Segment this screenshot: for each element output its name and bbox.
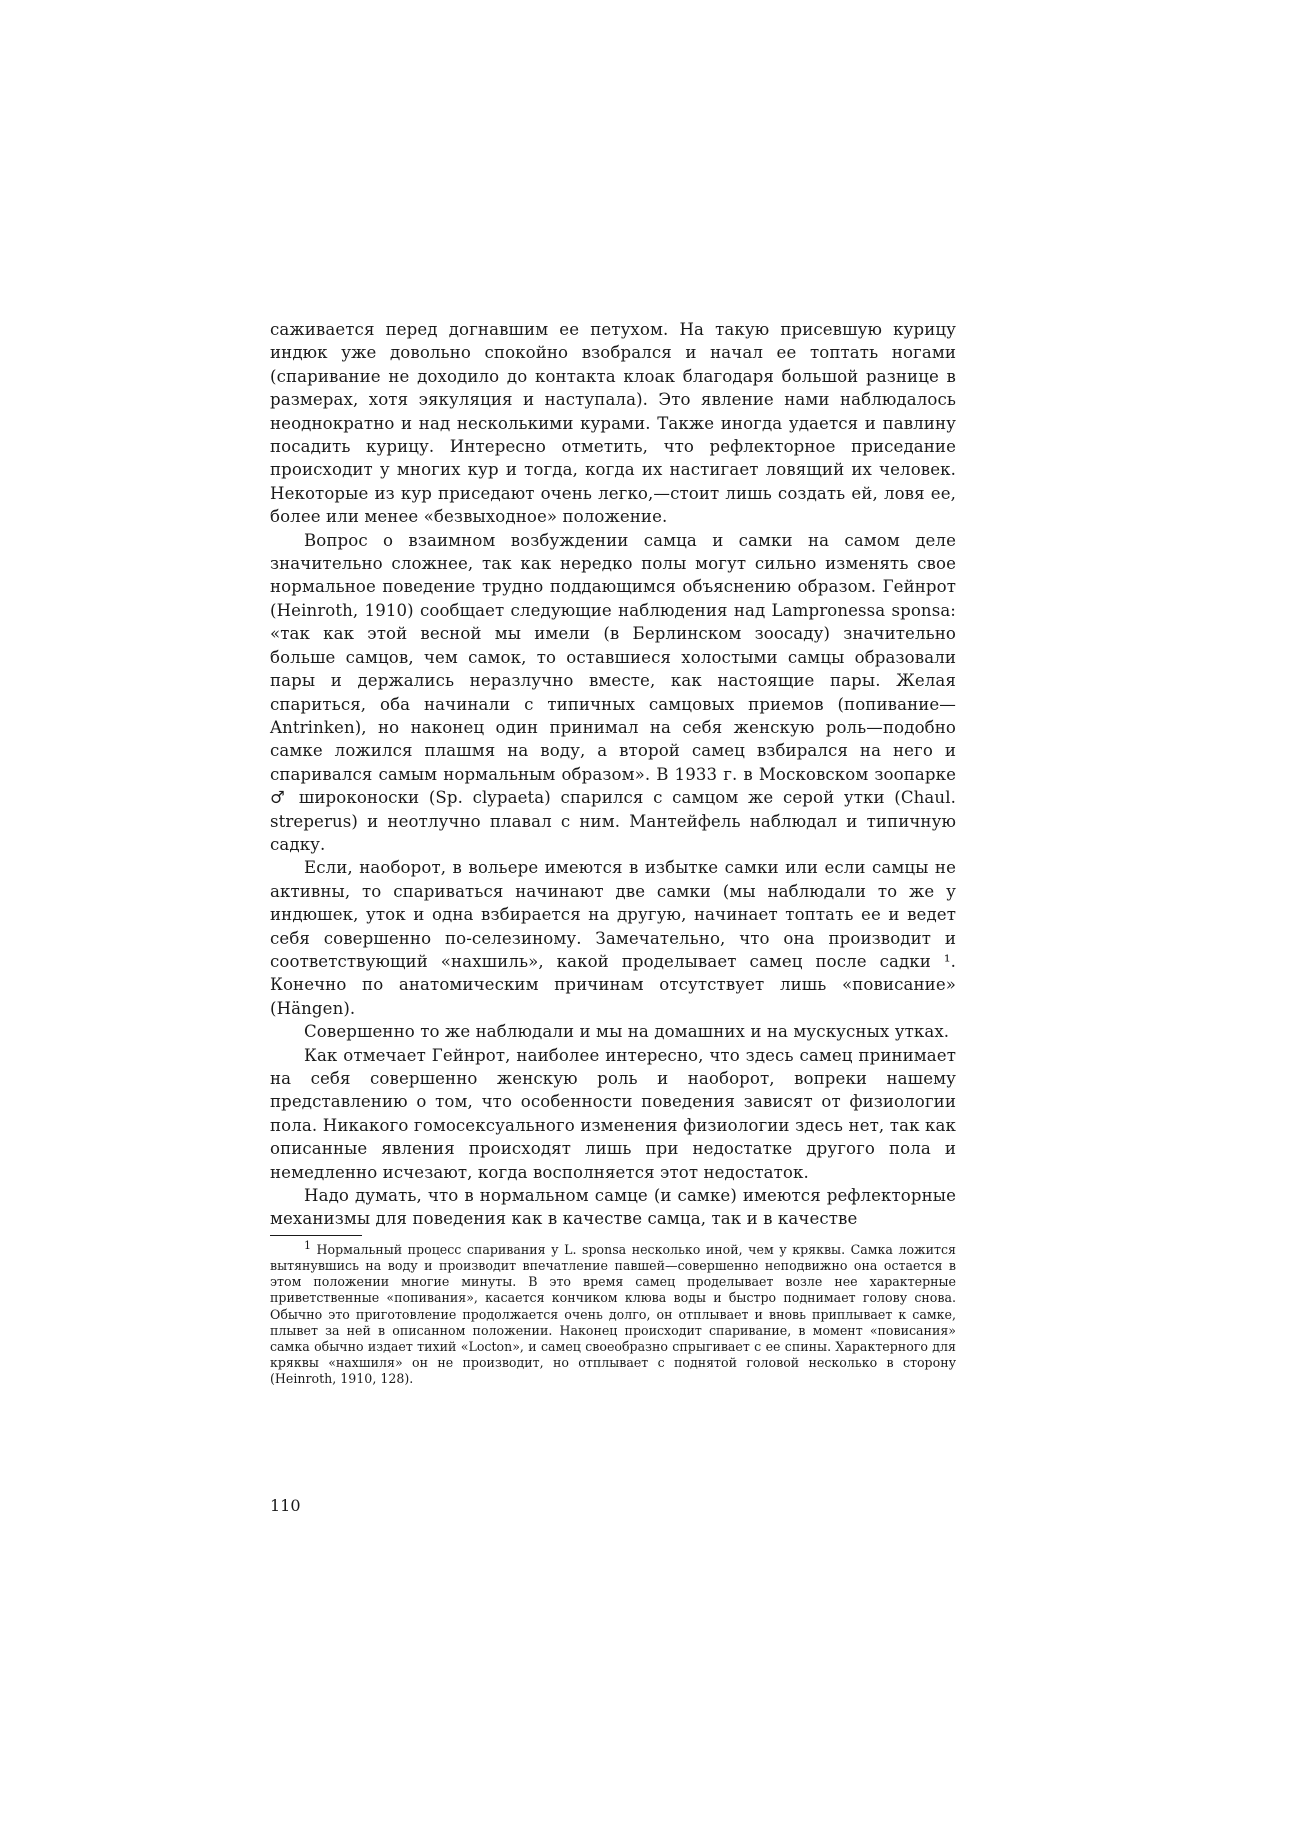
paragraph-5: Как отмечает Гейнрот, наиболее интересно, что здесь самец принимает на себя совершенно женскую роль и наоборот, вопреки нашему представлению о том, что особенности поведения зависят от физиологии пола. Никакого гомосексуального изменения физиологии здесь нет, так как описанные явления происходят лишь при недостатке другого пола и немедленно исчезают, когда восполняется этот недостаток. xyxy=(270,1045,956,1182)
footnote-text: Нормальный процесс спаривания у L. sponsa несколько иной, чем у кряквы. Самка ложится вытянувшись на воду и производит впечатление павшей—совершенно неподвижно она остается в этом положении многие минуты. В это время самец проделывает возле нее характерные приветственные «попивания», касается кончиком клюва воды и быстро поднимает голову снова. Обычно это приготовление продолжается очень долго, он отплывает и вновь приплывает к самке, плывет за ней в описанном положении. Наконец происходит спаривание, в момент «повисания» самка обычно издает тихий «Locton», и самец своеобразно спрыгивает с ее спины. Характерного для кряквы «нахшиля» он не производит, но отплывает с поднятой головой несколько в сторону (Heinroth, 1910, 128). xyxy=(270,1241,956,1387)
paragraph-4: Совершенно то же наблюдали и мы на домашних и на мускусных утках. xyxy=(304,1022,950,1042)
paragraph-2: Вопрос о взаимном возбуждении самца и самки на самом деле значительно сложнее, так как нередко полы могут сильно изменять свое нормальное поведение трудно поддающимся объяснению образом. Гейнрот (Heinroth, 1910) сообщает следующие наблюдения над Lampronessa sponsa: «так как этой весной мы имели (в Берлинском зоосаду) значительно больше самцов, чем самок, то оставшиеся холостыми самцы образовали пары и держались неразлучно вместе, как настоящие пары. Желая спариться, оба начинали с типичных самцовых приемов (попивание—Antrinken), но наконец один принимал на себя женскую роль—подобно самке ложился плашмя на воду, а второй самец взбирался на него и спаривался самым нормальным образом». В 1933 г. в Московском зоопарке ♂ широконоски (Sp. clypaeta) спарился с самцом же серой утки (Chaul. streperus) и неотлучно плавал с ним. Мантейфель наблюдал и типичную садку. xyxy=(270,530,956,854)
paragraph-1: саживается перед догнавшим ее петухом. На такую присевшую курицу индюк уже довольно спокойно взобрался и начал ее топтать ногами (спаривание не доходило до контакта клоак благодаря большой разнице в размерах, хотя эякуляция и наступала). Это явление нами наблюдалось неоднократно и над несколькими курами. Также иногда удается и павлину посадить курицу. Интересно отметить, что рефлекторное приседание происходит у многих кур и тогда, когда их настигает ловящий их человек. Некоторые из кур приседают очень легко,—стоит лишь создать ей, ловя ее, более или менее «безвыходное» положение. xyxy=(270,320,956,527)
paragraph-3: Если, наоборот, в вольере имеются в избытке самки или если самцы не активны, то спариваться начинают две самки (мы наблюдали то же у индюшек, уток и одна взбирается на другую, начинает топтать ее и ведет себя совершенно по-селезиному. Замечательно, что она производит и соответствующий «нахшиль», какой проделывает самец после садки ¹. Конечно по анатомическим причинам отсутствует лишь «повисание» (Hängen). xyxy=(270,858,956,1018)
footnote-marker: 1 xyxy=(304,1238,311,1252)
paragraph-6: Надо думать, что в нормальном самце (и самке) имеются рефлекторные механизмы для поведения как в качестве самца, так и в качестве xyxy=(270,1186,956,1229)
page-number: 110 xyxy=(270,1496,301,1515)
footnote-divider xyxy=(270,1235,362,1236)
page-text-block xyxy=(270,318,956,1388)
footnote xyxy=(270,1238,956,1388)
